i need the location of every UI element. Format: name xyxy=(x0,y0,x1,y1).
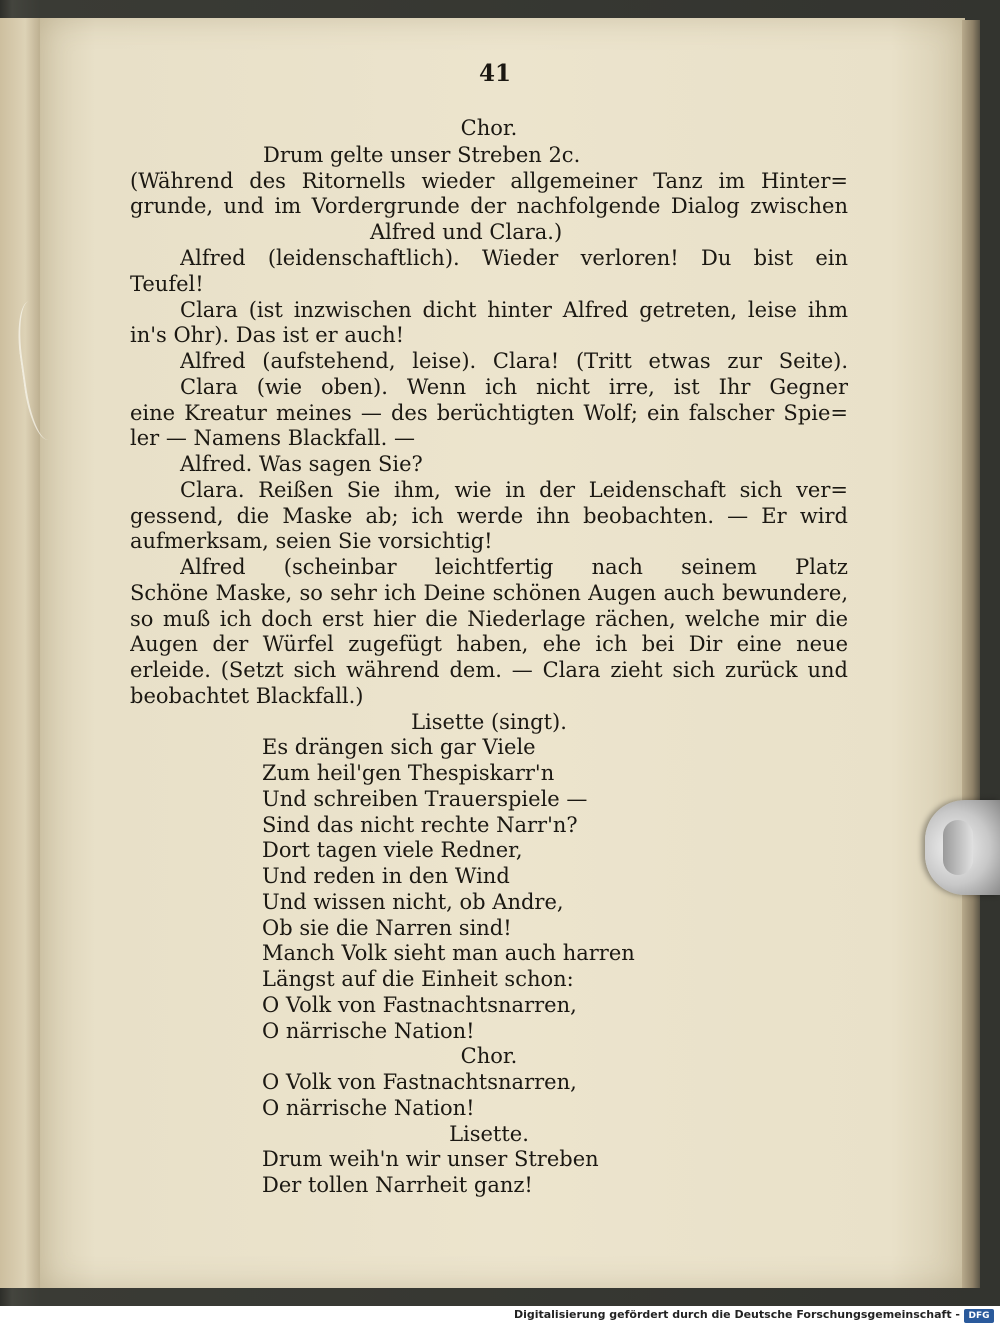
text-line: (Während des Ritornells wieder allgemeiner Tanz im Hinter= xyxy=(130,169,848,193)
text-line: Schöne Maske, so sehr ich Deine schönen Augen auch bewundere, xyxy=(130,581,848,605)
text-line: gessend, die Maske ab; ich werde ihn beobachten. — Er wird xyxy=(130,504,848,528)
text-line: Clara (wie oben). Wenn ich nicht irre, ist Ihr Gegner xyxy=(180,375,848,399)
text-line: eine Kreatur meines — des berüchtigten Wolf; ein falscher Spie= xyxy=(130,401,848,425)
verse-line: Und schreiben Trauerspiele — xyxy=(262,787,588,811)
verse-line: Und reden in den Wind xyxy=(262,864,510,888)
text-line: Clara. Reißen Sie ihm, wie in der Leidenschaft sich ver= xyxy=(180,478,848,502)
text-line: in's Ohr). Das ist er auch! xyxy=(130,323,405,347)
footer-bar xyxy=(0,1306,1000,1327)
text-line: Augen der Würfel zugefügt haben, ehe ich bei Dir eine neue xyxy=(130,632,848,656)
text-line: Alfred (aufstehend, leise). Clara! (Tritt etwas zur Seite). xyxy=(180,349,848,373)
verse-line: Drum weih'n wir unser Streben xyxy=(262,1147,599,1171)
text-line: so muß ich doch erst hier die Niederlage rächen, welche mir die xyxy=(130,607,848,631)
text-line: Clara (ist inzwischen dicht hinter Alfred getreten, leise ihm xyxy=(180,298,848,322)
speaker-heading: Chor. xyxy=(460,1044,518,1068)
speaker-heading: Lisette (singt). xyxy=(411,710,567,734)
verse-line: O Volk von Fastnachtsnarren, xyxy=(262,1070,577,1094)
verse-line: Dort tagen viele Redner, xyxy=(262,838,523,862)
verse-line: Sind das nicht rechte Narr'n? xyxy=(262,813,578,837)
text-line: beobachtet Blackfall.) xyxy=(130,684,364,708)
text-line: aufmerksam, seien Sie vorsichtig! xyxy=(130,529,493,553)
text-line: Drum gelte unser Streben 2c. xyxy=(263,143,581,167)
verse-line: Der tollen Narrheit ganz! xyxy=(262,1173,533,1197)
text-line: Alfred und Clara.) xyxy=(370,220,563,244)
verse-line: Es drängen sich gar Viele xyxy=(262,735,536,759)
verse-line: Manch Volk sieht man auch harren xyxy=(262,941,635,965)
text-line: ler — Namens Blackfall. — xyxy=(130,426,415,450)
text-line: Alfred. Was sagen Sie? xyxy=(180,452,423,476)
text-line: Teufel! xyxy=(130,272,204,296)
speaker-heading: Chor. xyxy=(460,116,518,140)
dfg-logo: DFG xyxy=(964,1309,994,1323)
verse-line: Und wissen nicht, ob Andre, xyxy=(262,890,564,914)
text-line: erleide. (Setzt sich während dem. — Clara zieht sich zurück und xyxy=(130,658,848,682)
verse-line: Ob sie die Narren sind! xyxy=(262,916,512,940)
funding-notice: Digitalisierung gefördert durch die Deutsche Forschungsgemeinschaft - xyxy=(513,1308,960,1321)
text-line: grunde, und im Vordergrunde der nachfolgende Dialog zwischen xyxy=(130,194,848,218)
verse-line: O närrische Nation! xyxy=(262,1019,475,1043)
page-number: 41 xyxy=(478,60,511,87)
speaker-heading: Lisette. xyxy=(449,1122,529,1146)
verse-line: O närrische Nation! xyxy=(262,1096,475,1120)
text-line: Alfred (scheinbar leichtfertig nach seinem Platz xyxy=(180,555,848,579)
verse-line: Längst auf die Einheit schon: xyxy=(262,967,574,991)
verse-line: O Volk von Fastnachtsnarren, xyxy=(262,993,577,1017)
verse-line: Zum heil'gen Thespiskarr'n xyxy=(262,761,555,785)
text-line: Alfred (leidenschaftlich). Wieder verloren! Du bist ein xyxy=(180,246,848,270)
